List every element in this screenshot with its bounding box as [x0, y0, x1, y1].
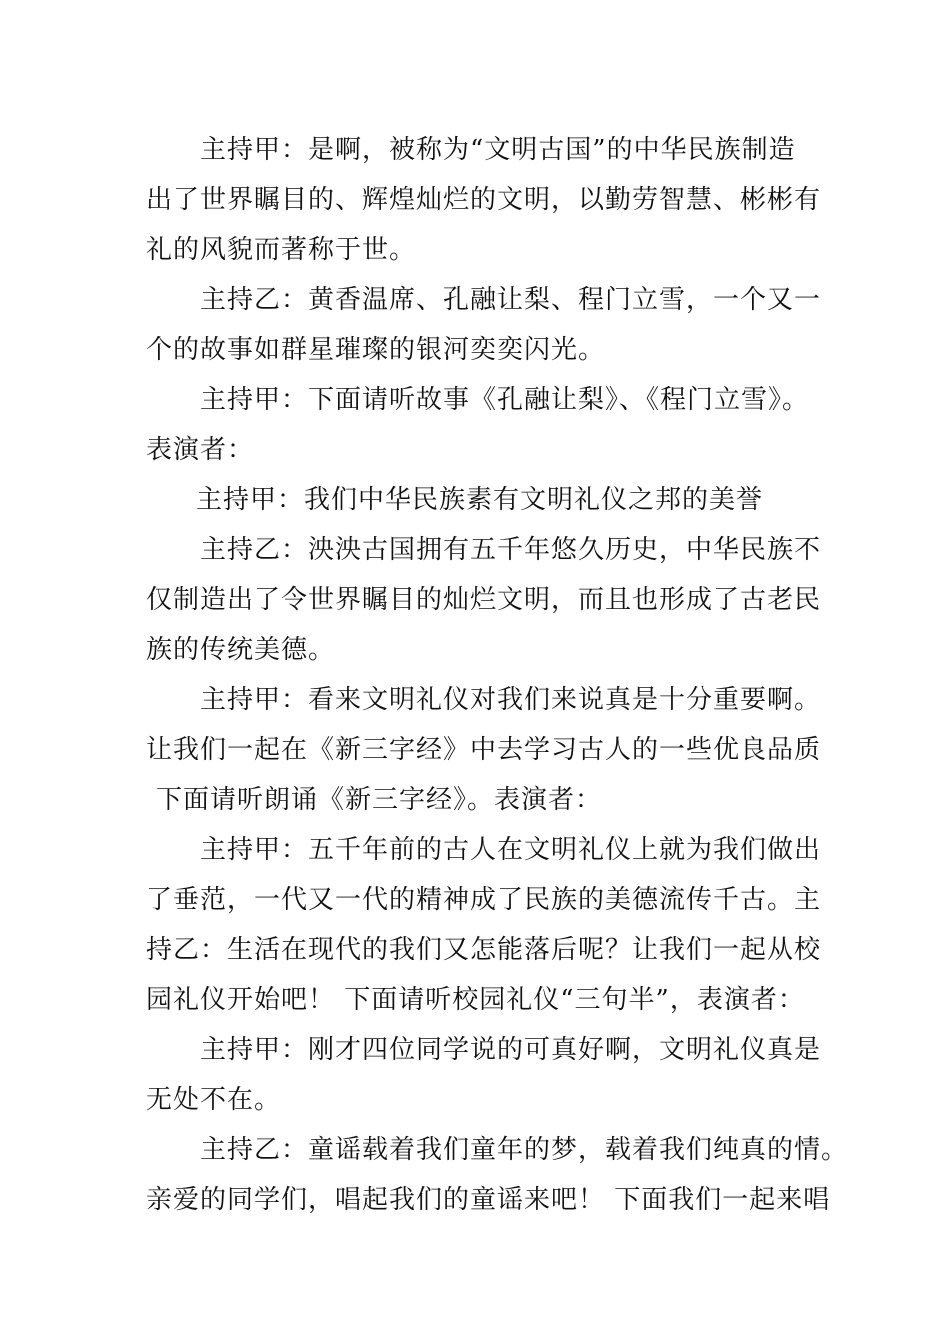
text-line: 主持甲：下面请听故事《孔融让梨》、《程门立雪》。 [200, 385, 810, 415]
text-line: 下面请听朗诵《新三字经》。表演者： [156, 785, 603, 815]
text-line: 持乙：生活在现代的我们又怎能落后呢？让我们一起从校 [146, 935, 822, 965]
text-line: 园礼仪开始吧！ 下面请听校园礼仪“三句半”，表演者： [146, 985, 805, 1015]
text-line: 主持甲：五千年前的古人在文明礼仪上就为我们做出 [200, 835, 822, 865]
text-line: 主持甲：刚才四位同学说的可真好啊，文明礼仪真是 [200, 1035, 822, 1065]
text-line: 主持甲：是啊，被称为“文明古国”的中华民族制造 [200, 135, 796, 165]
text-line: 主持甲：我们中华民族素有文明礼仪之邦的美誉 [196, 485, 764, 515]
text-line: 无处不在。 [146, 1085, 282, 1115]
text-line: 了垂范，一代又一代的精神成了民族的美德流传千古。主 [146, 885, 822, 915]
text-line: 礼的风貌而著称于世。 [146, 235, 417, 265]
text-line: 让我们一起在《新三字经》中去学习古人的一些优良品质 [146, 735, 822, 765]
text-line: 主持甲：看来文明礼仪对我们来说真是十分重要啊。 [200, 685, 822, 715]
text-line: 个的故事如群星璀璨的银河奕奕闪光。 [146, 335, 606, 365]
text-line: 表演者： [146, 435, 255, 465]
text-line: 族的传统美德。 [146, 635, 336, 665]
text-line: 仅制造出了令世界瞩目的灿烂文明，而且也形成了古老民 [146, 585, 822, 615]
text-line: 主持乙：泱泱古国拥有五千年悠久历史，中华民族不 [200, 535, 822, 565]
text-line: 主持乙：童谣载着我们童年的梦，载着我们纯真的情。 [200, 1135, 849, 1165]
text-line: 出了世界瞩目的、辉煌灿烂的文明，以勤劳智慧、彬彬有 [146, 185, 822, 215]
text-line: 主持乙：黄香温席、孔融让梨、程门立雪，一个又一 [200, 285, 822, 315]
text-line: 亲爱的同学们，唱起我们的童谣来吧！ 下面我们一起来唱 [146, 1185, 831, 1215]
